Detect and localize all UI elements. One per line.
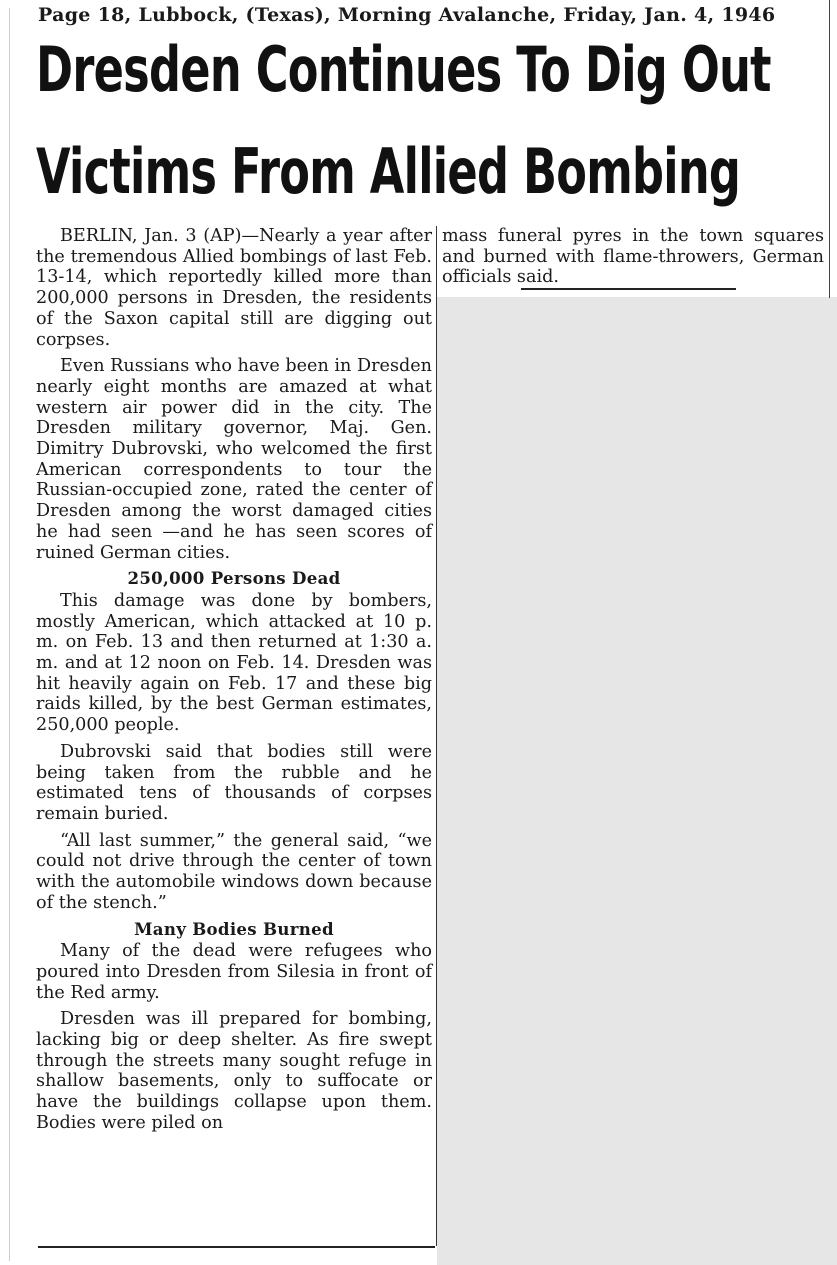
column-bottom-rule [38, 1246, 435, 1248]
end-rule [521, 288, 736, 290]
paragraph: Even Russians who have been in Dresden nearly eight months are amazed at what western air power did in the city. The Dresden military governor, Maj. Gen. Dimitry Dubrovski, who welcomed the first American correspondents to tour the Russian-occupied zone, rated the center of Dresden among the worst damaged cities he had seen —and he has seen scores of ruined German cities. [36, 356, 432, 563]
subheading: Many Bodies Burned [134, 918, 334, 939]
paragraph: Many of the dead were refugees who poured into Dresden from Silesia in front of the Red army. [36, 941, 432, 1003]
article-left-column [36, 226, 432, 1134]
clipping-right-border [829, 0, 830, 298]
paragraph: mass funeral pyres in the town squares and burned with flame-throwers, German officials said. [442, 226, 824, 288]
clipping-background [437, 297, 837, 1265]
dateline [0, 4, 837, 34]
article-right-column [442, 226, 824, 288]
subheading: 250,000 Persons Dead [127, 568, 341, 589]
paragraph: “All last summer,” the general said, “we could not drive through the center of town with the automobile windows down because of the stench.” [36, 830, 432, 913]
column-divider [436, 226, 437, 1246]
paragraph: This damage was done by bombers, mostly American, which attacked at 10 p. m. on Feb. 13 and then returned at 1:30 a. m. and at 12 noon on Feb. 14. Dresden was hit heavily again on Feb. 17 and these big raids killed, by the best German estimates, 250,000 people. [36, 590, 432, 736]
dateline-text: Page 18, Lubbock, (Texas), Morning Avalanche, Friday, Jan. 4, 1946 [38, 4, 776, 26]
clipping-left-border [9, 8, 10, 1261]
headline-line-1: Dresden Continues To Dig Out [36, 33, 771, 106]
paragraph: Dubrovski said that bodies still were being taken from the rubble and he estimated tens of thousands of corpses remain buried. [36, 741, 432, 824]
paragraph: BERLIN, Jan. 3 (AP)—Nearly a year after the tremendous Allied bombings of last Feb. 13-14, which reportedly killed more than 200,000 persons in Dresden, the residents of the Saxon capital still are digging out corpses. [36, 226, 432, 350]
paragraph: Dresden was ill prepared for bombing, lacking big or deep shelter. As fire swept through the streets many sought refuge in shallow basements, only to suffocate or have the buildings collapse upon them. Bodies were piled on [36, 1009, 432, 1133]
headline-line-2: Victims From Allied Bombing [36, 135, 741, 208]
